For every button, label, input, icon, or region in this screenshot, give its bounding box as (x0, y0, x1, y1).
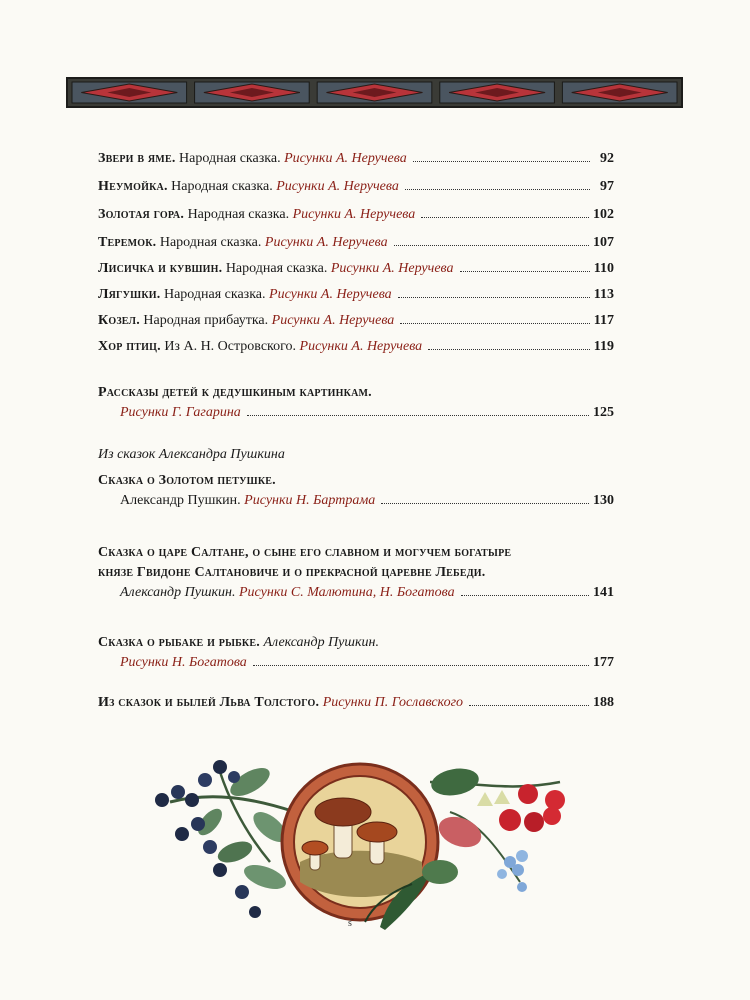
entry-title: Рассказы детей к дедушкиным картинкам. (98, 385, 372, 400)
entry-illustrator: Рисунки А. Неручева (284, 151, 407, 166)
page-number: 107 (593, 235, 614, 250)
entry-illustrator: Рисунки А. Неручева (269, 287, 392, 302)
entry-author: Александр Пушкин. (120, 585, 236, 600)
toc-entry[interactable] (98, 206, 614, 224)
page-number: 97 (600, 179, 614, 194)
dot-leader (247, 415, 589, 416)
mushroom-berry-vignette-icon (150, 752, 590, 937)
entry-illustrator: Рисунки А. Неручева (299, 339, 423, 354)
dot-leader (394, 245, 589, 246)
entry-illustrator: Рисунки Г. Гагарина (120, 405, 241, 420)
entry-genre: Из А. Н. Островского. (164, 339, 297, 354)
page-number: 130 (593, 493, 614, 508)
entry-illustrator: Рисунки А. Неручева (292, 207, 416, 222)
strawberry-branch-icon (422, 765, 565, 892)
toc-entry-tolstoy[interactable] (98, 694, 614, 712)
section-heading: Из сказок Александра Пушкина (98, 447, 285, 462)
page-number: 141 (593, 585, 614, 600)
dot-leader (381, 503, 589, 504)
toc-entry[interactable] (98, 338, 614, 356)
entry-title: Хор птиц. (98, 339, 161, 354)
entry-title-line-1: Сказка о царе Салтане, о сыне его славном и могучем богатыре (98, 545, 512, 560)
blueberry-branch-icon (155, 760, 295, 918)
entry-genre: Народная сказка. (171, 179, 273, 194)
page-number: 188 (593, 695, 614, 710)
page-number: 117 (593, 313, 614, 328)
entry-title: Лисичка и кувшин. (98, 261, 223, 276)
page-number: 102 (593, 207, 614, 222)
toc-entry[interactable] (98, 260, 614, 278)
entry-genre: Народная сказка. (187, 207, 290, 222)
toc-entry[interactable] (98, 150, 614, 168)
dot-leader (253, 665, 589, 666)
entry-author: Александр Пушкин. (263, 635, 379, 650)
entry-genre: Народная сказка. (163, 287, 266, 302)
entry-illustrator: Рисунки А. Неручева (271, 313, 395, 328)
decorative-banner (66, 77, 683, 108)
entry-illustrator: Рисунки П. Гославского (322, 695, 464, 710)
dot-leader (421, 217, 589, 218)
dot-leader (461, 595, 589, 596)
entry-genre: Народная сказка. (225, 261, 328, 276)
dot-leader (469, 705, 589, 706)
toc-entry-saltan[interactable] (98, 544, 614, 602)
toc-entry-rasskazy[interactable] (98, 384, 614, 422)
entry-title: Сказка о Золотом петушке. (98, 473, 276, 488)
mushroom-medallion-icon (282, 764, 438, 930)
dot-leader (460, 271, 590, 272)
entry-title: Теремок. (98, 235, 157, 250)
entry-author: Александр Пушкин. (120, 493, 241, 508)
dot-leader (405, 189, 590, 190)
dot-leader (428, 349, 590, 350)
entry-illustrator: Рисунки Н. Богатова (120, 655, 247, 670)
entry-illustrator: Рисунки Н. Бартрама (244, 493, 376, 508)
entry-illustrator: Рисунки С. Малютина, Н. Богатова (239, 585, 455, 600)
entry-illustrator: Рисунки А. Неручева (330, 261, 454, 276)
entry-title: Неумойка. (98, 179, 168, 194)
artist-monogram: ѕ҃ (348, 918, 352, 929)
entry-title: Звери в яме. (98, 151, 176, 166)
entry-genre: Народная сказка. (179, 151, 281, 166)
page-number: 92 (600, 151, 614, 166)
entry-illustrator: Рисунки А. Неручева (276, 179, 399, 194)
entry-illustrator: Рисунки А. Неручева (264, 235, 388, 250)
diamond-pattern-icon (68, 79, 681, 106)
dot-leader (400, 323, 589, 324)
dot-leader (413, 161, 590, 162)
entry-genre: Народная прибаутка. (143, 313, 269, 328)
toc-entry-petushok[interactable] (98, 472, 614, 510)
page-number: 113 (593, 287, 614, 302)
page-number: 125 (593, 405, 614, 420)
entry-title: Из сказок и былей Льва Толстого. (98, 695, 320, 710)
page-number: 177 (593, 655, 614, 670)
toc-entry[interactable] (98, 286, 614, 304)
page-number: 119 (593, 339, 614, 354)
entry-title-line-2: князе Гвидоне Салтановиче и о прекрасной царевне Лебеди. (98, 565, 486, 580)
entry-title: Лягушки. (98, 287, 161, 302)
dot-leader (398, 297, 590, 298)
toc-entry-rybak[interactable] (98, 634, 614, 672)
entry-title: Козел. (98, 313, 140, 328)
entry-genre: Народная сказка. (159, 235, 262, 250)
page-number: 110 (593, 261, 614, 276)
entry-title: Золотая гора. (98, 207, 185, 222)
toc-entry[interactable] (98, 312, 614, 330)
toc-entry[interactable] (98, 178, 614, 196)
entry-title: Сказка о рыбаке и рыбке. (98, 635, 260, 650)
toc-entry[interactable] (98, 234, 614, 252)
